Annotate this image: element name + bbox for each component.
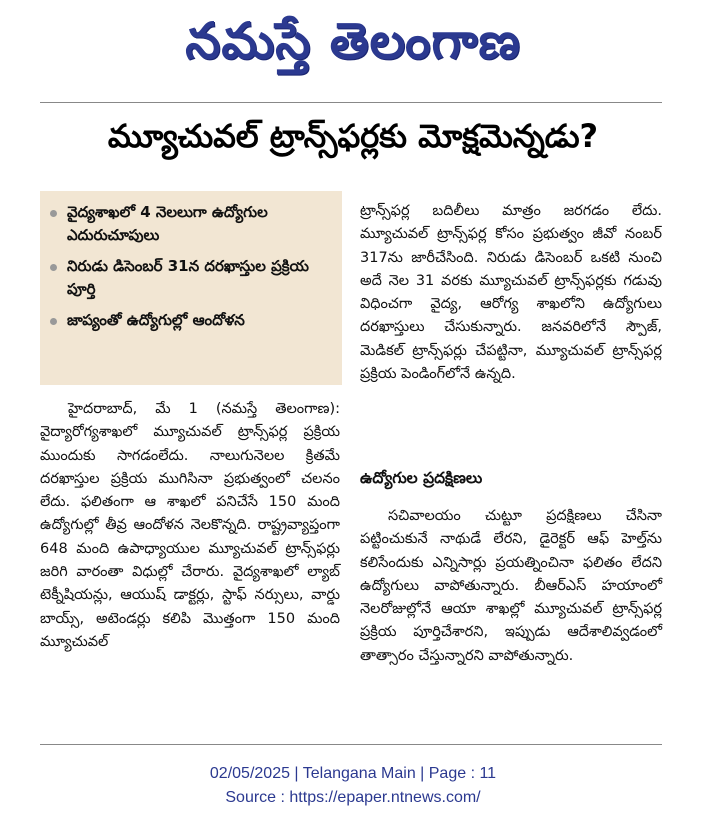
article-column-left	[40, 398, 340, 654]
highlight-item	[40, 305, 342, 336]
highlight-item	[40, 197, 342, 251]
article-paragraph: సచివాలయం చుట్టూ ప్రదక్షిణలు చేసినా పట్టించుకునే నాథుడే లేరని, డైరెక్టర్ ఆఫ్ హెల్త్‌ను కలిసేందుకు ఎన్నిసార్లు ప్రయత్నించినా ఫలితం లేదని ఉద్యోగులు వాపోతున్నారు. బీఆర్‌ఎస్ హయాంలో నెలరోజుల్లోనే ఆయా శాఖల్లో మ్యూచువల్ ట్రాన్స్‌ఫర్ల ప్రక్రియ పూర్తిచేశారని, ఇప్పుడు ఆదేశాలివ్వడంలో తాత్సారం చేస్తున్నారని వాపోతున్నారు.	[360, 508, 662, 664]
footer-divider	[40, 744, 662, 745]
highlight-text: జాప్యంతో ఉద్యోగుల్లో ఆందోళన	[67, 311, 245, 329]
edition-info: 02/05/2025 | Telangana Main | Page : 11	[209, 765, 497, 782]
newspaper-masthead	[40, 8, 666, 86]
highlight-text: వైద్యశాఖలో 4 నెలలుగా ఉద్యోగుల ఎదురుచూపులు	[67, 203, 268, 244]
highlight-item	[40, 251, 342, 305]
article-headline: మ్యూచువల్ ట్రాన్స్‌ఫర్లకు మోక్షమెన్నడు?	[107, 117, 599, 155]
highlight-text: నిరుడు డిసెంబర్ 31న దరఖాస్తుల ప్రక్రియ పూర్తి	[67, 257, 309, 298]
article-subheading: ఉద్యోగుల ప్రదక్షిణలు	[360, 469, 483, 487]
source-footer	[0, 762, 706, 810]
bullet-icon	[50, 210, 57, 217]
source-link[interactable]: Source : https://epaper.ntnews.com/	[225, 789, 481, 806]
bullet-icon	[50, 264, 57, 271]
header-divider	[40, 102, 662, 103]
article-column-right	[360, 200, 662, 386]
article-paragraph: ట్రాన్స్‌ఫర్ల బదిలీలు మాత్రం జరగడం లేదు. మ్యూచువల్ ట్రాన్స్‌ఫర్ల కోసం ప్రభుత్వం జీవో నంబర్ 317ను జారీచేసింది. నిరుడు డిసెంబర్ ఒకటి నుంచి అదే నెల 31 వరకు మ్యూచువల్ ట్రాన్స్‌ఫర్లకు గడువు విధించగా వైద్య, ఆరోగ్య శాఖలోని ఉద్యోగులు దరఖాస్తులు చేసుకున్నారు. జనవరిలోనే స్పౌజ్, మెడికల్ ట్రాన్స్‌ఫర్లు చేపట్టినా, మ్యూచువల్ ట్రాన్స్‌ఫర్ల ప్రక్రియ పెండింగ్‌లోనే ఉన్నది.	[360, 203, 662, 383]
article-paragraph: హైదరాబాద్, మే 1 (నమస్తే తెలంగాణ): వైద్యారోగ్యశాఖలో మ్యూచువల్ ట్రాన్స్‌ఫర్ల ప్రక్రియ ముందుకు సాగడంలేదు. నాలుగునెలల క్రితమే దరఖాస్తుల ప్రక్రియ ముగిసినా ప్రభుత్వంలో చలనం లేదు. ఫలితంగా ఆ శాఖలో పనిచేసే 150 మంది ఉద్యోగుల్లో తీవ్ర ఆందోళన నెలకొన్నది. రాష్ట్రవ్యాప్తంగా 648 మంది ఉపాధ్యాయుల మ్యూచువల్ ట్రాన్స్‌ఫర్లు జరిగి వారంతా విధుల్లో చేరారు. వైద్యశాఖలో ల్యాబ్ టెక్నీషియన్లు, ఆయుష్ డాక్టర్లు, స్టాఫ్ నర్సులు, వార్డు బాయ్స్, అటెండర్లు కలిపి మొత్తంగా 150 మంది మ్యూచువల్	[40, 401, 340, 650]
highlights-box	[40, 191, 342, 385]
bullet-icon	[50, 318, 57, 325]
article-column-right-lower	[360, 505, 662, 668]
masthead-title: నమస్తే తెలంగాణ	[185, 11, 521, 70]
